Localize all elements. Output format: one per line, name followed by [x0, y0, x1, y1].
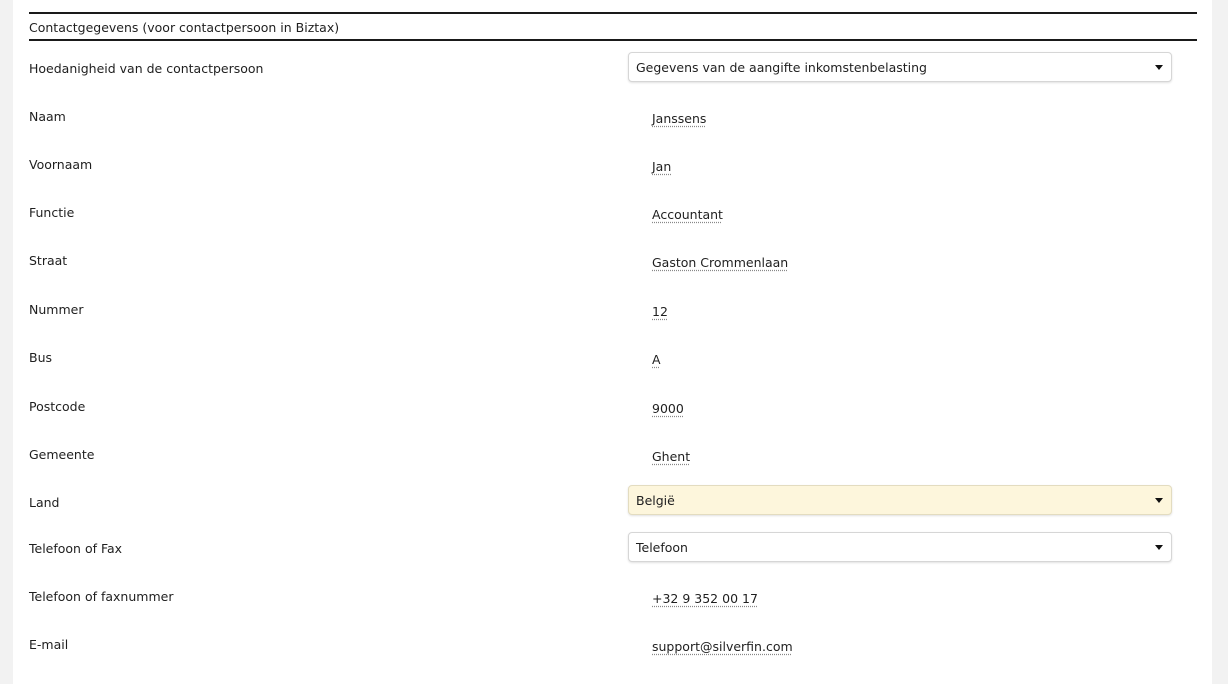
telefoon-of-fax-select[interactable] [628, 532, 1172, 562]
hoedanigheid-selected-value: Gegevens van de aangifte inkomstenbelasting [636, 60, 927, 75]
label-naam: Naam [29, 109, 66, 124]
row-naam [29, 107, 1197, 139]
gemeente-field[interactable]: Ghent [652, 449, 691, 464]
section-title: Contactgegevens (voor contactpersoon in Biztax) [29, 12, 1197, 41]
label-postcode: Postcode [29, 399, 86, 414]
telefoon-of-fax-selected-value: Telefoon [636, 540, 688, 555]
functie-field[interactable]: Accountant [652, 207, 723, 222]
row-email [29, 635, 1197, 667]
label-land: Land [29, 495, 60, 510]
row-bus [29, 348, 1197, 380]
label-telefoon-of-fax: Telefoon of Fax [29, 541, 123, 556]
naam-field[interactable]: Janssens [652, 111, 707, 126]
label-telefoonnummer: Telefoon of faxnummer [29, 589, 174, 604]
label-nummer: Nummer [29, 302, 84, 317]
telefoonnummer-field[interactable]: +32 9 352 00 17 [652, 591, 758, 606]
row-voornaam [29, 155, 1197, 187]
contact-form-panel [13, 0, 1212, 684]
label-straat: Straat [29, 253, 68, 268]
bus-field[interactable]: A [652, 352, 661, 367]
voornaam-field[interactable]: Jan [652, 159, 672, 174]
row-postcode [29, 397, 1197, 429]
row-functie [29, 203, 1197, 235]
row-telefoonnummer [29, 587, 1197, 619]
land-select[interactable] [628, 485, 1172, 515]
caret-down-icon [1155, 498, 1163, 503]
nummer-field[interactable]: 12 [652, 304, 668, 319]
hoedanigheid-select[interactable] [628, 52, 1172, 82]
label-hoedanigheid: Hoedanigheid van de contactpersoon [29, 61, 264, 76]
caret-down-icon [1155, 545, 1163, 550]
label-voornaam: Voornaam [29, 157, 93, 172]
email-field[interactable]: support@silverfin.com [652, 639, 793, 654]
label-gemeente: Gemeente [29, 447, 95, 462]
postcode-field[interactable]: 9000 [652, 401, 684, 416]
row-nummer [29, 300, 1197, 332]
label-bus: Bus [29, 350, 53, 365]
land-selected-value: België [636, 493, 675, 508]
straat-field[interactable]: Gaston Crommenlaan [652, 255, 789, 270]
caret-down-icon [1155, 65, 1163, 70]
label-functie: Functie [29, 205, 75, 220]
row-gemeente [29, 445, 1197, 477]
label-email: E-mail [29, 637, 69, 652]
row-straat [29, 251, 1197, 283]
